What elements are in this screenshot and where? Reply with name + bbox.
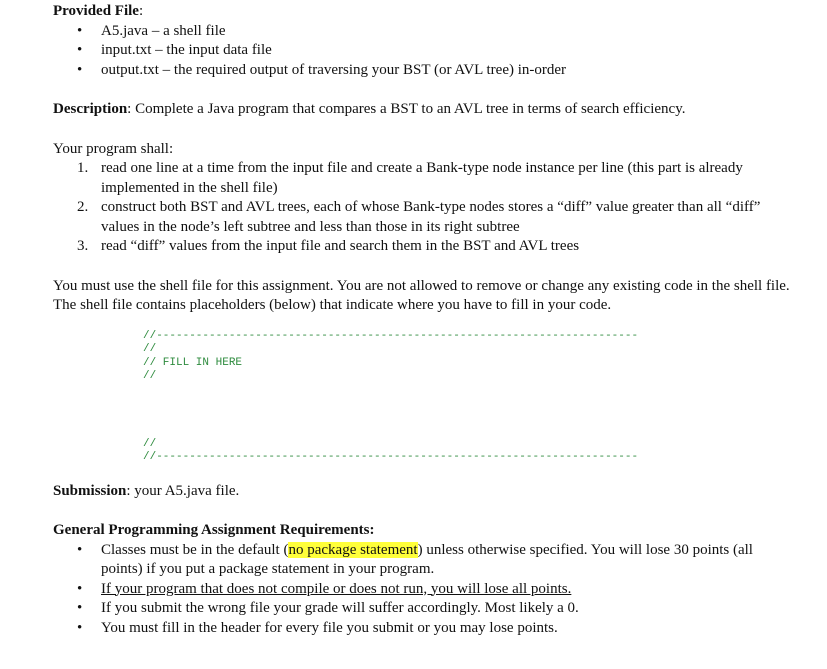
step-number: 1. [77, 160, 89, 176]
step-number: 3. [77, 238, 89, 254]
list-item [53, 580, 793, 600]
provided-file-list [53, 22, 793, 81]
provided-file-heading-line [53, 2, 793, 22]
step-number: 2. [77, 199, 89, 215]
requirements-heading: General Programming Assignment Requirements: [53, 522, 375, 538]
list-item [53, 159, 793, 198]
description-paragraph [53, 100, 793, 120]
list-item [53, 237, 793, 257]
code-line: // [143, 437, 157, 450]
code-line [143, 411, 793, 425]
requirement-text: ) unless otherwise specified. You will lose 30 points (all points) if you put a package statement in your program. [101, 541, 753, 577]
code-line [143, 424, 793, 438]
code-placeholder-block [143, 330, 793, 465]
list-item: • input.txt – the input data file [53, 41, 793, 61]
highlighted-text: no package statement [288, 541, 418, 558]
requirements-section [53, 521, 793, 638]
list-item: • A5.java – a shell file [53, 22, 793, 42]
submission-paragraph [53, 482, 793, 502]
list-item [53, 198, 793, 237]
requirement-text: Classes must be in the default ( [101, 541, 289, 558]
list-item: • You must fill in the header for every file you submit or you may lose points. [53, 619, 793, 639]
provided-file-section [53, 2, 793, 80]
submission-text: : your A5.java file. [126, 482, 240, 499]
submission-label: Submission [53, 482, 127, 499]
description-text: : Complete a Java program that compares a BST to an AVL tree in terms of search efficiency. [127, 101, 686, 117]
code-line: // FILL IN HERE [143, 356, 243, 369]
list-item [53, 541, 793, 580]
step-text: construct both BST and AVL trees, each of whose Bank-type nodes stores a “diff” value greater than all “diff” values in the node’s left subtree and less than those in its right subtree [101, 199, 761, 235]
code-line: // [143, 343, 157, 355]
program-steps [53, 159, 793, 257]
provided-file-heading: Provided File [53, 3, 139, 19]
code-line: // [143, 370, 157, 382]
underlined-requirement: If your program that does not compile or does not run, you will lose all points. [101, 580, 572, 597]
description-label: Description [53, 101, 128, 117]
code-line: //------------------------------------------------------------------------- [143, 451, 639, 463]
step-text: read “diff” values from the input file and search them in the BST and AVL trees [101, 238, 580, 254]
document-page [53, 2, 793, 638]
list-item: • If you submit the wrong file your grade will suffer accordingly. Most likely a 0. [53, 599, 793, 619]
code-line: //------------------------------------------------------------------------- [143, 329, 639, 342]
program-intro: Your program shall: [53, 140, 174, 157]
program-section [53, 140, 793, 257]
requirements-list [53, 541, 793, 639]
code-line [143, 397, 793, 411]
code-line [143, 384, 793, 398]
provided-file-colon: : [138, 3, 144, 19]
step-text: read one line at a time from the input file and create a Bank-type node instance per line (this part is already implemented in the shell file) [101, 160, 743, 196]
shell-note-paragraph: You must use the shell file for this assignment. You are not allowed to remove or change any existing code in the shell file. The shell file contains placeholders (below) that indicate where you have to fill in your code. [53, 277, 790, 313]
list-item: • output.txt – the required output of traversing your BST (or AVL tree) in-order [53, 61, 793, 81]
